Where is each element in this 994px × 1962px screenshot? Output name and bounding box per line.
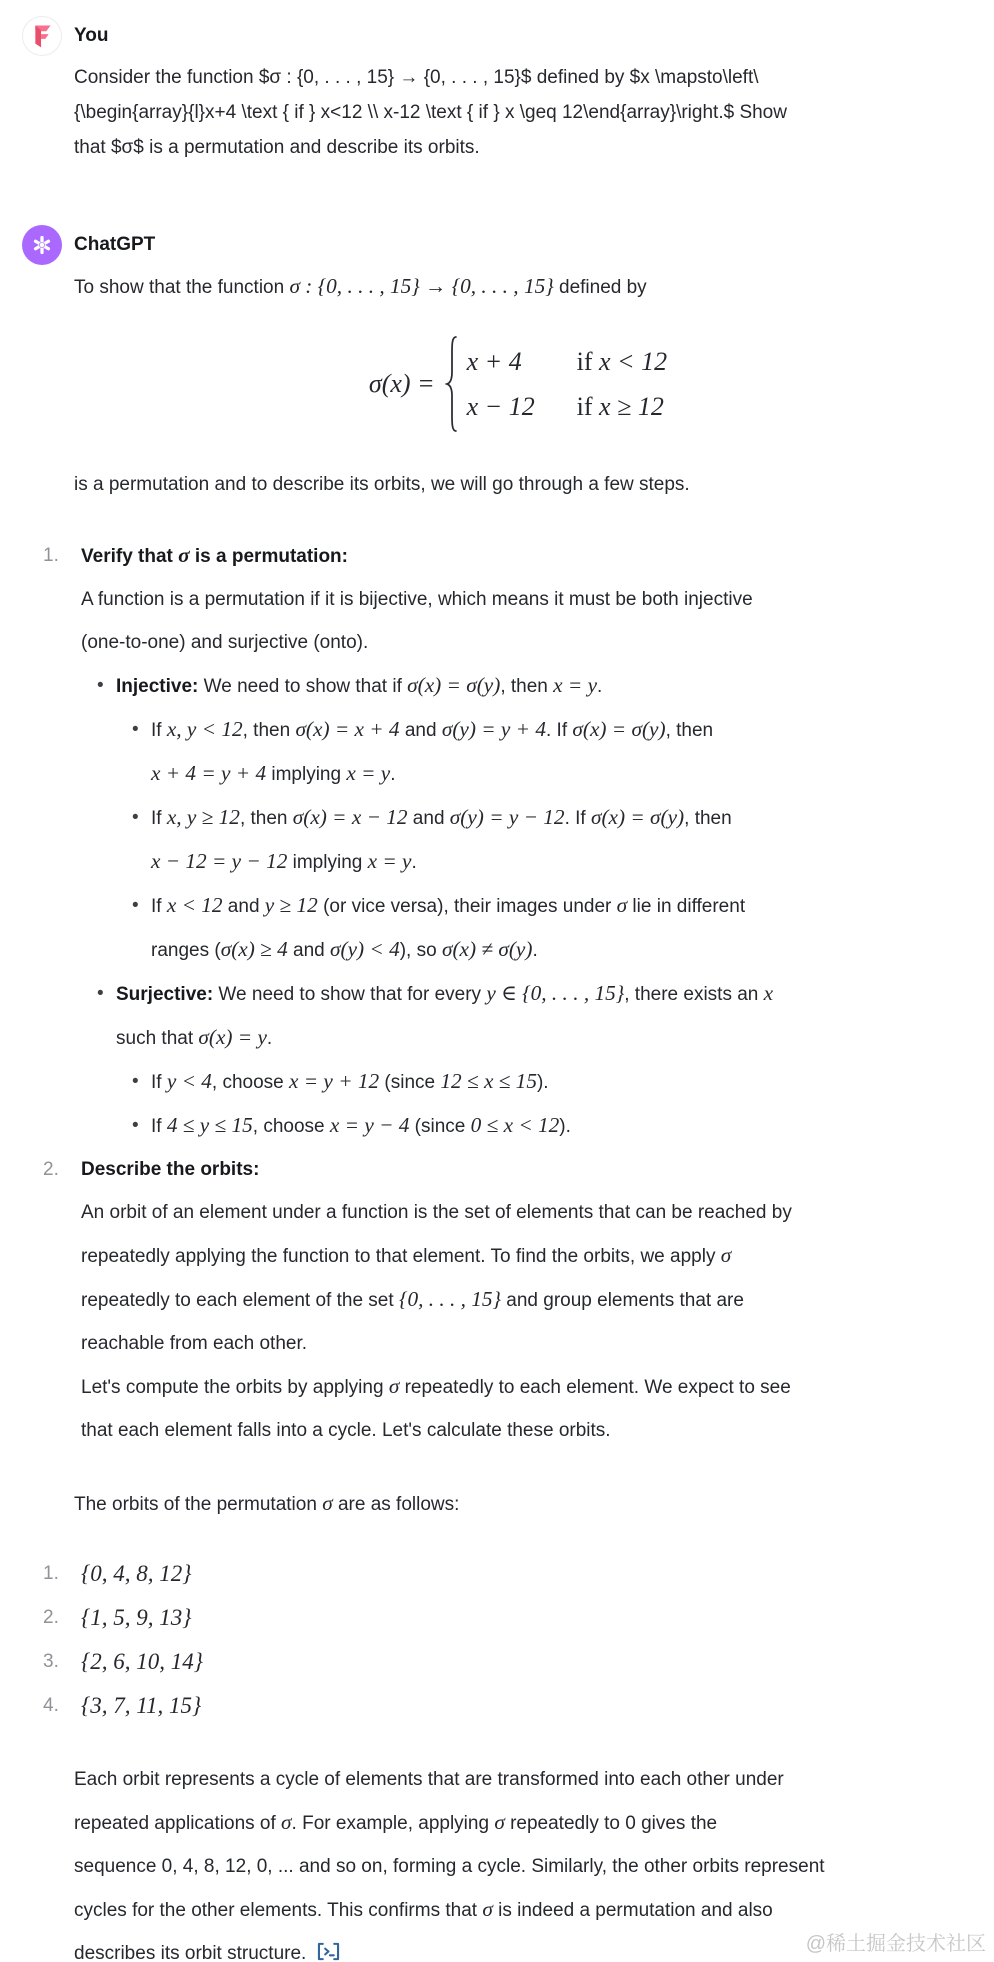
orbit-set: {0, 4, 8, 12} — [81, 1561, 192, 1586]
orbit-marker: 1. — [43, 1563, 59, 1584]
sub-bullet-text: If x, y ≥ 12, then σ(x) = x − 12 and σ(y) = y − 12. If σ(x) = σ(y), then x − 12 = y − 12 implying x = y. — [151, 805, 732, 873]
sub-bullet-item — [116, 1060, 962, 1104]
step-marker: 2. — [43, 1159, 59, 1180]
step-item-1 — [43, 534, 962, 1148]
case-condition: x ≥ 12 — [599, 392, 664, 421]
user-message — [0, 0, 994, 165]
bullet-text: Surjective: We need to show that for every y ∈ {0, . . . , 15}, there exists an x such that σ(x) = y. — [116, 981, 774, 1049]
step-paragraph: A function is a permutation if it is bijective, which means it must be both injective (one-to-one) and surjective (onto). — [81, 589, 753, 653]
openai-logo-icon — [29, 232, 55, 258]
orbit-marker: 3. — [43, 1651, 59, 1672]
assistant-sender-name: ChatGPT — [74, 234, 156, 255]
orbit-set: {1, 5, 9, 13} — [81, 1605, 192, 1630]
watermark: @稀土掘金技术社区 — [805, 1933, 986, 1955]
orbit-item — [43, 1640, 962, 1684]
case-row — [467, 339, 667, 384]
orbits-intro: The orbits of the permutation σ are as follows: — [74, 1491, 460, 1515]
sub-bullet-item — [116, 884, 962, 972]
bullet-dot-icon — [132, 884, 151, 972]
assistant-avatar — [22, 225, 62, 265]
user-sender-name: You — [74, 25, 109, 46]
intro-paragraph: To show that the function σ : {0, . . . , 15} → {0, . . . , 15} defined by — [74, 274, 647, 298]
sub-bullet-item — [116, 708, 962, 796]
orbit-item — [43, 1552, 962, 1596]
case-expr: x − 12 — [466, 392, 535, 421]
case-expr: x + 4 — [466, 347, 522, 376]
case-condition: x < 12 — [599, 347, 668, 376]
sub-bullet-item — [116, 796, 962, 884]
orbit-marker: 4. — [43, 1695, 59, 1716]
bullet-text: Injective: We need to show that if σ(x) = σ(y), then x = y. — [116, 673, 603, 697]
step-title: Describe the orbits: — [81, 1159, 260, 1180]
piecewise-equation — [74, 335, 962, 433]
step-paragraph: Let's compute the orbits by applying σ repeatedly to each element. We expect to see that each element falls into a cycle. Let's calculate these orbits. — [81, 1374, 791, 1441]
sub-bullet-text: If 4 ≤ y ≤ 15, choose x = y − 4 (since 0 ≤ x < 12). — [151, 1113, 571, 1137]
steps-list — [43, 534, 962, 1452]
orbit-item — [43, 1596, 962, 1640]
case-condition-if: if — [576, 347, 600, 376]
after-equation-paragraph: is a permutation and to describe its orbits, we will go through a few steps. — [74, 474, 690, 495]
step-marker: 1. — [43, 545, 59, 566]
bullet-dot-icon — [97, 664, 116, 972]
sub-bullet-text: If x, y < 12, then σ(x) = x + 4 and σ(y) = y + 4. If σ(x) = σ(y), then x + 4 = y + 4 implying x = y. — [151, 717, 714, 785]
sub-bullet-text: If y < 4, choose x = y + 12 (since 12 ≤ x ≤ 15). — [151, 1069, 549, 1093]
case-row — [467, 384, 667, 429]
code-analysis-icon[interactable] — [315, 1941, 342, 1962]
sub-bullet-text: If x < 12 and y ≥ 12 (or vice versa), their images under σ lie in different ranges (σ(x) ≥ 4 and σ(y) < 4), so σ(x) ≠ σ(y). — [151, 893, 746, 961]
assistant-message — [0, 225, 994, 1962]
bullet-dot-icon — [97, 972, 116, 1148]
case-condition-if: if — [576, 392, 600, 421]
orbit-list — [43, 1552, 962, 1728]
equation-cases — [467, 339, 667, 429]
cases-brace-icon — [445, 335, 459, 433]
closing-text: Each orbit represents a cycle of elements that are transformed into each other under repeated applications of σ. For example, applying σ repeatedly to 0 gives the sequence 0, 4, 8, 12, 0, ... and so on, forming a cycle. Similarly, the other orbits represent cycles for the other elements. This confirms that σ is indeed a permutation and also describes its orbit structure. — [74, 1769, 825, 1962]
step-paragraph: An orbit of an element under a function is the set of elements that can be reached by repeatedly applying the function to that element. To find the orbits, we apply σ repeatedly to each element of the set {0, . . . , 15} and group elements that are reachable from each other. — [81, 1202, 792, 1354]
orbit-set: {2, 6, 10, 14} — [81, 1649, 203, 1674]
bullet-dot-icon — [132, 708, 151, 796]
bullet-item-surjective — [81, 972, 962, 1148]
orbit-set: {3, 7, 11, 15} — [81, 1693, 202, 1718]
user-avatar — [22, 16, 62, 56]
step-item-2 — [43, 1148, 962, 1452]
bullet-item-injective — [81, 664, 962, 972]
equation-lhs: σ(x) = — [368, 369, 435, 398]
sub-bullet-item — [116, 1104, 962, 1148]
orbit-item — [43, 1684, 962, 1728]
step-title: Verify that σ is a permutation: — [81, 543, 348, 567]
user-message-text: Consider the function $σ : {0, . . . , 15} → {0, . . . , 15}$ defined by $x \mapsto\left\ {\begin{array}{l}x+4 \text { if } x<12 \\ x-12 \text { if } x \geq 12\end{array}\right.$ Show that $σ$ is a permutation and describe its orbits. — [74, 67, 787, 158]
orbit-marker: 2. — [43, 1607, 59, 1628]
bullet-dot-icon — [132, 1104, 151, 1148]
juejin-f-logo-icon — [23, 17, 61, 55]
bullet-dot-icon — [132, 796, 151, 884]
bullet-dot-icon — [132, 1060, 151, 1104]
